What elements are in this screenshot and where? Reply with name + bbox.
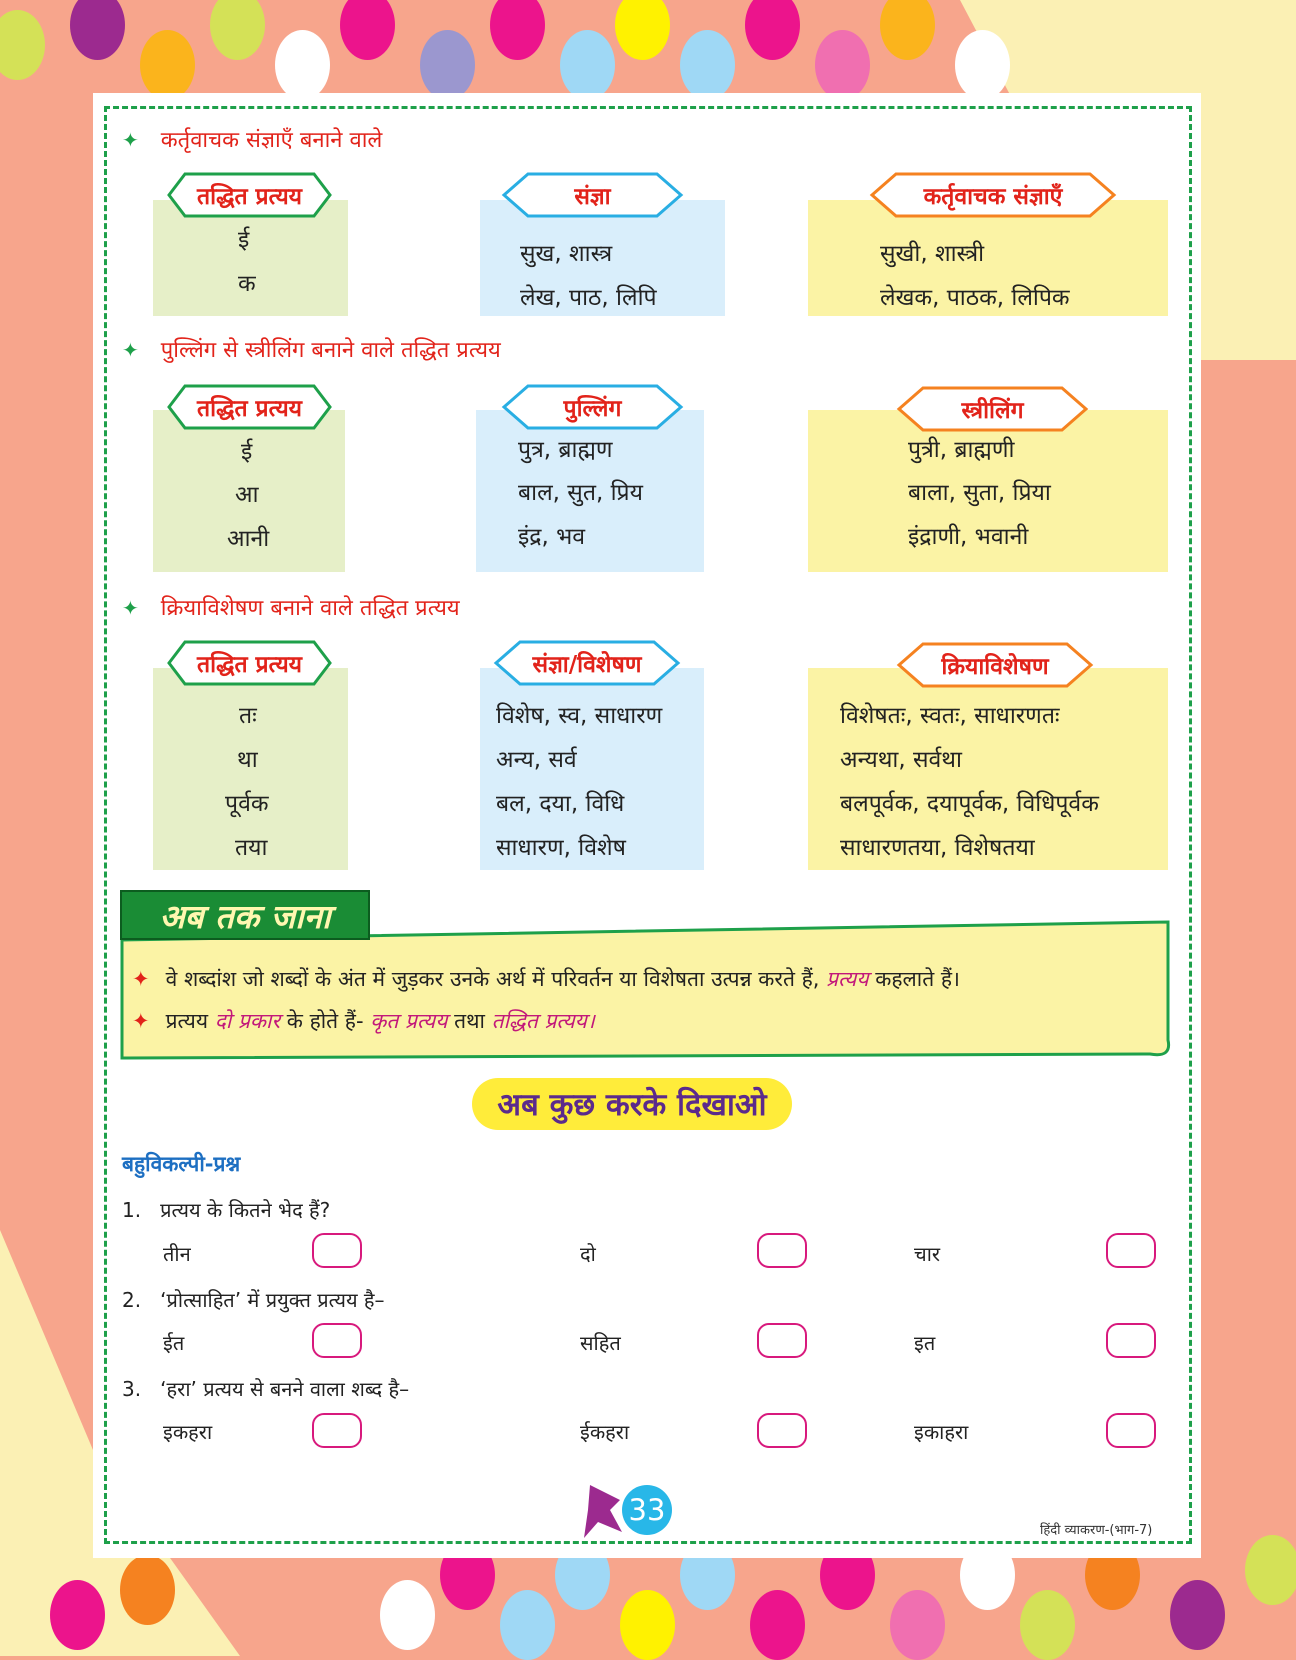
star-bullet-icon: ✦ bbox=[132, 967, 150, 991]
option-label: इत bbox=[914, 1331, 936, 1355]
cell: पुत्री, ब्राह्मणी bbox=[908, 437, 1015, 463]
cell: आ bbox=[235, 482, 259, 508]
section2-title: ✦ पुल्लिंग से स्त्रीलिंग बनाने वाले तद्धित प्रत्यय bbox=[122, 338, 501, 363]
summary-title: अब तक जाना bbox=[120, 890, 370, 940]
cell: साधारणतया, विशेषतया bbox=[840, 835, 1035, 861]
option-label: तीन bbox=[163, 1242, 191, 1266]
option-label: दो bbox=[580, 1242, 596, 1266]
section3-title: ✦ क्रियाविशेषण बनाने वाले तद्धित प्रत्यय bbox=[122, 596, 460, 621]
cell: क bbox=[238, 271, 256, 297]
cell: अन्यथा, सर्वथा bbox=[840, 747, 962, 773]
header-badge: कर्तृवाचक संज्ञाएँ bbox=[868, 170, 1118, 220]
header-badge: क्रियाविशेषण bbox=[895, 640, 1095, 690]
option-label: चार bbox=[914, 1242, 941, 1266]
header-badge: स्त्रीलिंग bbox=[895, 384, 1090, 434]
section2-col3 bbox=[808, 410, 1168, 572]
section1-title: ✦ कर्तृवाचक संज्ञाएँ बनाने वाले bbox=[122, 128, 383, 153]
star-bullet-icon: ✦ bbox=[132, 1009, 150, 1033]
header-badge: तद्धित प्रत्यय bbox=[157, 170, 342, 220]
cell: विशेषतः, स्वतः, साधारणतः bbox=[840, 703, 1060, 729]
header-badge: संज्ञा bbox=[500, 170, 685, 220]
answer-checkbox[interactable] bbox=[1106, 1323, 1156, 1358]
footer-book-title: हिंदी व्याकरण-(भाग-7) bbox=[1040, 1523, 1153, 1538]
cell: इंद्राणी, भवानी bbox=[908, 524, 1029, 550]
cell: लेखक, पाठक, लिपिक bbox=[880, 285, 1070, 311]
answer-checkbox[interactable] bbox=[1106, 1413, 1156, 1448]
option-label: ईकहरा bbox=[580, 1420, 630, 1444]
section3-col3 bbox=[808, 668, 1168, 870]
answer-checkbox[interactable] bbox=[757, 1413, 807, 1448]
cell: सुखी, शास्त्री bbox=[880, 241, 985, 267]
answer-checkbox[interactable] bbox=[757, 1323, 807, 1358]
star-bullet-icon: ✦ bbox=[122, 338, 139, 362]
summary-point-2: ✦ प्रत्यय दो प्रकार के होते हैं- कृत प्रत्यय तथा तद्धित प्रत्यय। bbox=[132, 1009, 595, 1033]
cell: तः bbox=[239, 703, 257, 729]
cell: इंद्र, भव bbox=[518, 524, 586, 550]
mcq-title: बहुविकल्पी-प्रश्न bbox=[122, 1152, 241, 1176]
question-2: 2. ‘प्रोत्साहित’ में प्रयुक्त प्रत्यय है– bbox=[122, 1288, 385, 1312]
star-bullet-icon: ✦ bbox=[122, 128, 139, 152]
option-label: इकहरा bbox=[163, 1420, 213, 1444]
cell: ई bbox=[238, 227, 250, 253]
answer-checkbox[interactable] bbox=[312, 1233, 362, 1268]
section2-col1 bbox=[153, 410, 345, 572]
section2-col2 bbox=[476, 410, 704, 572]
answer-checkbox[interactable] bbox=[757, 1233, 807, 1268]
section3-col2 bbox=[480, 668, 704, 870]
page-number: 33 bbox=[622, 1485, 672, 1535]
answer-checkbox[interactable] bbox=[1106, 1233, 1156, 1268]
activity-banner: अब कुछ करके दिखाओ bbox=[472, 1078, 792, 1130]
cell: लेख, पाठ, लिपि bbox=[520, 285, 657, 311]
cell: तया bbox=[235, 835, 268, 861]
cell: बल, दया, विधि bbox=[496, 791, 625, 817]
cell: आनी bbox=[227, 526, 270, 552]
cell: ई bbox=[241, 439, 253, 465]
question-3: 3. ‘हरा’ प्रत्यय से बनने वाला शब्द है– bbox=[122, 1377, 410, 1401]
header-badge: पुल्लिंग bbox=[500, 382, 685, 432]
cell: था bbox=[237, 747, 258, 773]
cell: विशेष, स्व, साधारण bbox=[496, 703, 663, 729]
cell: अन्य, सर्व bbox=[496, 747, 577, 773]
summary-point-1: ✦ वे शब्दांश जो शब्दों के अंत में जुड़कर उनके अर्थ में परिवर्तन या विशेषता उत्पन्न करते हैं, प्रत्यय कहलाते हैं। bbox=[132, 967, 960, 991]
header-badge: तद्धित प्रत्यय bbox=[157, 382, 342, 432]
header-badge: तद्धित प्रत्यय bbox=[157, 638, 342, 688]
header-badge: संज्ञा/विशेषण bbox=[492, 638, 682, 688]
cell: बलपूर्वक, दयापूर्वक, विधिपूर्वक bbox=[840, 791, 1099, 817]
answer-checkbox[interactable] bbox=[312, 1323, 362, 1358]
option-label: इकाहरा bbox=[914, 1420, 969, 1444]
cell: बाल, सुत, प्रिय bbox=[518, 480, 643, 506]
answer-checkbox[interactable] bbox=[312, 1413, 362, 1448]
question-1: 1. प्रत्यय के कितने भेद हैं? bbox=[122, 1198, 331, 1222]
cell: पूर्वक bbox=[225, 791, 269, 817]
cell: पुत्र, ब्राह्मण bbox=[518, 437, 613, 463]
cell: साधारण, विशेष bbox=[496, 835, 626, 861]
star-bullet-icon: ✦ bbox=[122, 596, 139, 620]
section3-col1 bbox=[153, 668, 348, 870]
option-label: ईत bbox=[163, 1331, 185, 1355]
cell: सुख, शास्त्र bbox=[520, 241, 613, 267]
option-label: सहित bbox=[580, 1331, 621, 1355]
cell: बाला, सुता, प्रिया bbox=[908, 480, 1051, 506]
